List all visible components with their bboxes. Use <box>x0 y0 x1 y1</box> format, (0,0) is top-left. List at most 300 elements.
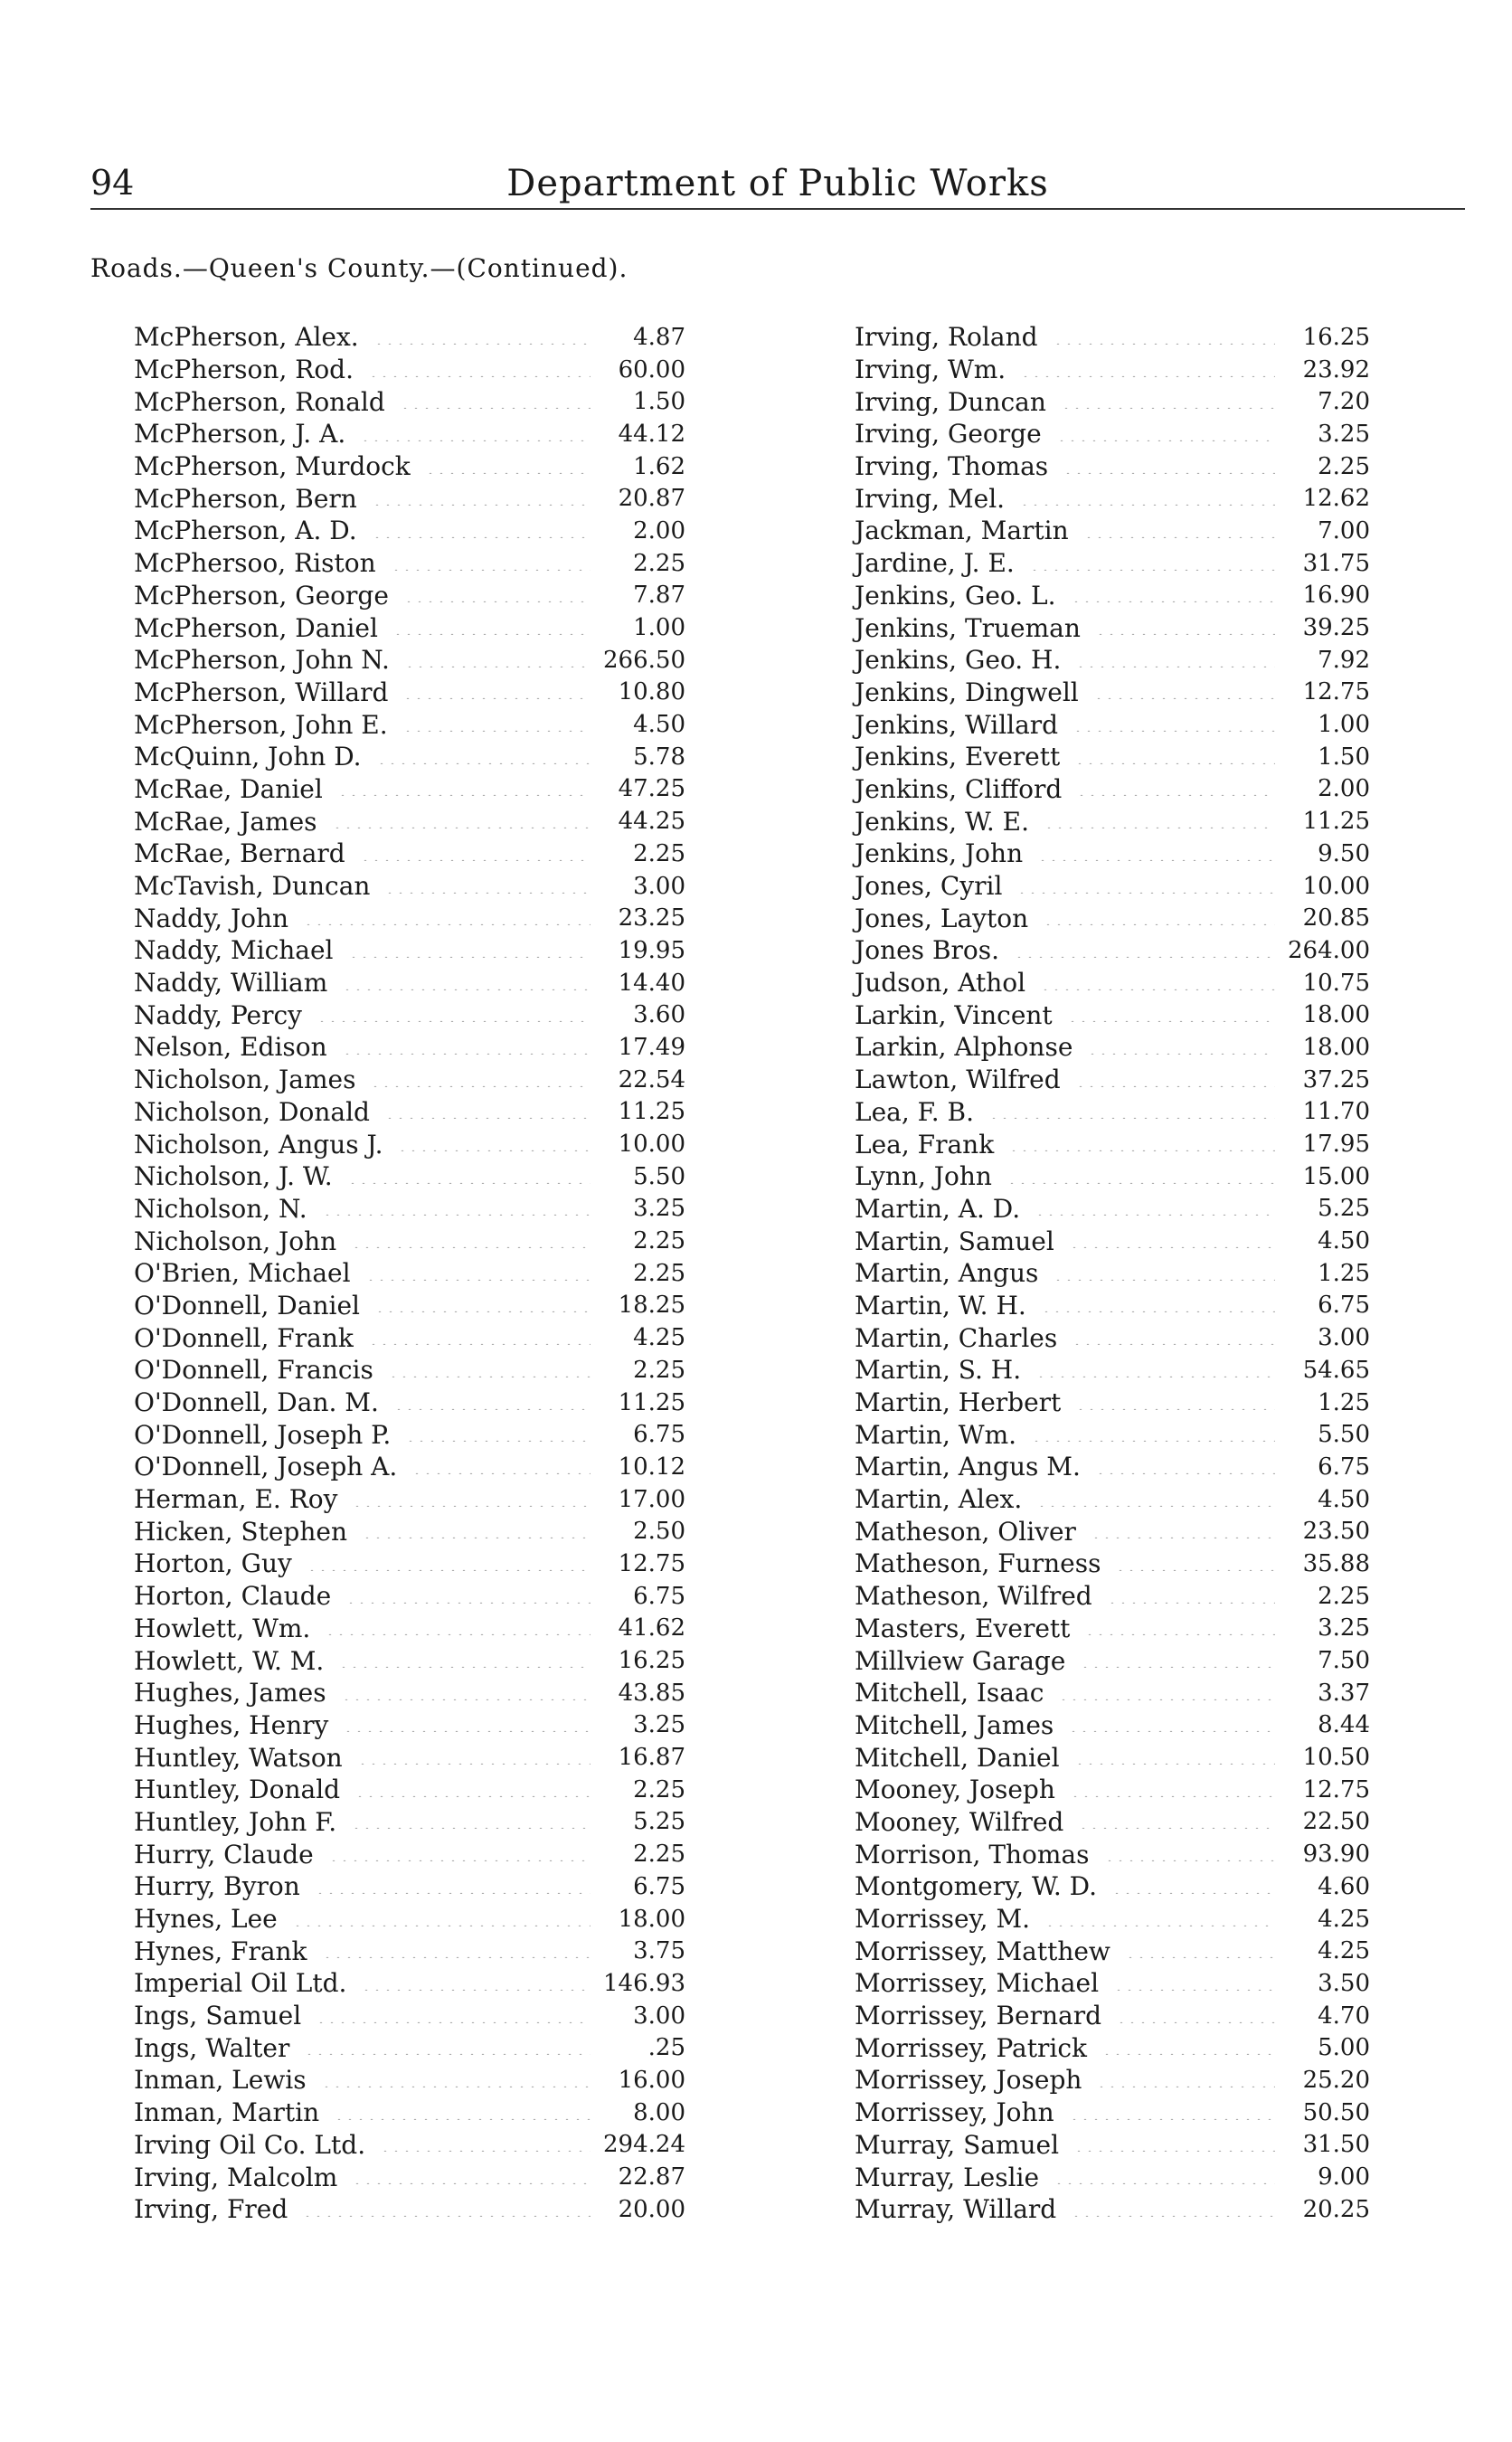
payee-name: Jones, Layton <box>855 903 1029 933</box>
payee-name: Hicken, Stephen <box>134 1516 347 1547</box>
payee-name: O'Donnell, Dan. M. <box>134 1387 379 1418</box>
list-item <box>134 1096 685 1129</box>
payee-name: Jenkins, Geo. H. <box>855 645 1062 676</box>
payee-name: Mitchell, Isaac <box>855 1678 1044 1708</box>
payee-name: Howlett, W. M. <box>134 1645 325 1676</box>
payee-name: McPherson, Daniel <box>134 612 378 643</box>
payee-name: Martin, Charles <box>855 1322 1058 1353</box>
list-item <box>134 450 685 483</box>
payee-name: Lea, Frank <box>855 1129 995 1159</box>
payment-amount: 8.00 <box>633 2098 685 2126</box>
list-item <box>855 1096 1370 1129</box>
payment-amount: 12.75 <box>618 1549 685 1577</box>
payee-name: Nicholson, Donald <box>134 1096 370 1127</box>
payee-name: Irving, Duncan <box>855 386 1046 417</box>
list-item <box>855 1935 1370 1967</box>
payee-name: Morrison, Thomas <box>855 1839 1090 1869</box>
list-item <box>855 515 1370 547</box>
dot-leader <box>292 1925 591 1926</box>
payee-name: Irving, Malcolm <box>134 2162 338 2192</box>
payment-amount: 25.20 <box>1302 2066 1370 2094</box>
list-item <box>855 999 1370 1031</box>
payment-amount: 2.25 <box>633 1841 685 1869</box>
list-item <box>855 1031 1370 1064</box>
list-item <box>855 354 1370 386</box>
dot-leader <box>384 892 591 894</box>
list-item <box>134 1580 685 1613</box>
list-item <box>134 385 685 418</box>
payment-amount: 3.50 <box>1318 1969 1370 1997</box>
dot-leader <box>1107 1602 1275 1604</box>
list-item <box>855 708 1370 741</box>
list-item <box>855 1064 1370 1096</box>
payment-amount: 17.49 <box>618 1033 685 1061</box>
list-item <box>134 741 685 773</box>
payee-name: Naddy, Percy <box>134 999 302 1030</box>
payment-amount: 2.25 <box>633 1775 685 1803</box>
list-item <box>134 870 685 903</box>
list-item <box>855 1967 1370 2000</box>
payee-name: Irving, Wm. <box>855 355 1006 385</box>
list-item <box>134 1418 685 1451</box>
payee-name: O'Donnell, Daniel <box>134 1290 360 1320</box>
payee-name: Jones Bros. <box>855 935 1000 966</box>
payee-name: Murray, Samuel <box>855 2129 1060 2160</box>
payment-amount: 15.00 <box>1302 1162 1370 1190</box>
payee-name: Millview Garage <box>855 1645 1066 1676</box>
dot-leader <box>1016 892 1275 894</box>
list-item <box>855 1225 1370 1257</box>
list-item <box>855 644 1370 677</box>
payment-amount: 20.85 <box>1302 904 1370 932</box>
payment-amount: 4.50 <box>1318 1485 1370 1513</box>
payee-name: Hughes, Henry <box>134 1709 329 1740</box>
list-item <box>855 2161 1370 2193</box>
payee-name: Jenkins, Dingwell <box>855 677 1079 707</box>
dot-leader <box>1058 1699 1275 1700</box>
dot-leader <box>1053 1279 1275 1281</box>
payee-name: O'Donnell, Frank <box>134 1322 354 1353</box>
payee-name: Inman, Martin <box>134 2097 320 2128</box>
payee-name: Jenkins, Clifford <box>855 773 1063 804</box>
payee-name: Morrissey, Matthew <box>855 1936 1110 1966</box>
dot-leader <box>351 1246 591 1248</box>
payee-name: Martin, Wm. <box>855 1419 1017 1450</box>
list-item <box>134 418 685 450</box>
payee-name: Murray, Willard <box>855 2194 1057 2225</box>
list-item <box>855 967 1370 999</box>
list-item <box>855 1257 1370 1290</box>
payee-name: Ings, Walter <box>134 2032 290 2063</box>
payee-name: Jenkins, W. E. <box>855 806 1029 837</box>
payment-amount: 3.25 <box>1318 1614 1370 1642</box>
list-item <box>134 805 685 838</box>
dot-leader <box>400 407 591 409</box>
dot-leader <box>360 859 591 861</box>
payee-name: Naddy, William <box>134 968 328 999</box>
payment-amount: 1.25 <box>1318 1388 1370 1416</box>
payment-amount: 23.92 <box>1302 355 1370 383</box>
payment-amount: 16.00 <box>618 2066 685 2094</box>
dot-leader <box>342 1053 591 1055</box>
dot-leader <box>1074 1763 1275 1765</box>
dot-leader <box>1008 1150 1275 1151</box>
payee-name: Martin, S. H. <box>855 1355 1022 1386</box>
dot-leader <box>372 504 591 506</box>
list-item <box>134 2161 685 2193</box>
list-item <box>134 1128 685 1160</box>
payee-name: McPherson, Rod. <box>134 355 354 385</box>
payment-amount: 4.25 <box>633 1324 685 1352</box>
payment-amount: 5.78 <box>633 743 685 771</box>
list-item <box>134 1257 685 1290</box>
dot-leader <box>1041 1311 1275 1312</box>
dot-leader <box>988 1117 1275 1119</box>
list-item <box>855 1354 1370 1387</box>
list-item <box>134 1160 685 1193</box>
list-item <box>855 902 1370 934</box>
list-item <box>134 999 685 1031</box>
payee-name: Irving, Mel. <box>855 483 1006 514</box>
list-item <box>134 934 685 967</box>
payment-amount: 6.75 <box>1318 1292 1370 1320</box>
list-item <box>855 1838 1370 1870</box>
payment-amount: 20.00 <box>618 2195 685 2223</box>
dot-leader <box>392 633 591 635</box>
payee-name: Mitchell, Daniel <box>855 1742 1060 1773</box>
dot-leader <box>1125 1956 1275 1958</box>
payee-name: Irving, Roland <box>855 322 1038 353</box>
payee-name: Larkin, Vincent <box>855 999 1053 1030</box>
payee-name: McPherson, Alex. <box>134 322 359 353</box>
dot-leader <box>402 730 591 732</box>
left-column <box>134 321 685 2226</box>
payment-amount: 18.00 <box>1302 1033 1370 1061</box>
payee-name: McPherson, J. A. <box>134 419 346 450</box>
list-item <box>855 2000 1370 2032</box>
payee-name: O'Donnell, Francis <box>134 1355 373 1386</box>
payment-amount: 12.62 <box>1302 485 1370 513</box>
payment-amount: .25 <box>647 2034 685 2062</box>
payment-amount: 11.70 <box>1302 1098 1370 1126</box>
page-number: 94 <box>90 163 135 203</box>
payment-amount: 11.25 <box>618 1098 685 1126</box>
right-column <box>855 321 1370 2226</box>
payment-amount: 16.25 <box>618 1647 685 1675</box>
payee-name: Nicholson, N. <box>134 1193 307 1224</box>
payee-name: Martin, Angus M. <box>855 1452 1081 1482</box>
dot-leader <box>343 1730 591 1732</box>
payee-name: Mooney, Joseph <box>855 1775 1055 1805</box>
payment-amount: 5.00 <box>1318 2034 1370 2062</box>
payee-name: Murray, Leslie <box>855 2162 1040 2192</box>
payment-amount: 3.60 <box>633 1001 685 1029</box>
payee-name: Matheson, Wilfred <box>855 1581 1092 1612</box>
dot-leader <box>362 1537 591 1538</box>
payment-amount: 2.00 <box>1318 775 1370 803</box>
list-item <box>134 1387 685 1419</box>
payment-amount: 5.50 <box>1318 1421 1370 1449</box>
payment-amount: 1.50 <box>1318 743 1370 771</box>
payee-name: Martin, Herbert <box>855 1387 1062 1418</box>
payee-name: Nicholson, John <box>134 1226 337 1256</box>
dot-leader <box>1075 1085 1275 1087</box>
payment-amount: 6.75 <box>633 1872 685 1900</box>
payee-name: McPherson, George <box>134 580 389 610</box>
payee-name: Jones, Cyril <box>855 871 1003 902</box>
payee-name: Ings, Samuel <box>134 2001 302 2031</box>
payment-amount: 17.00 <box>618 1485 685 1513</box>
dot-leader <box>1068 1730 1275 1732</box>
payee-name: Jackman, Martin <box>855 516 1069 546</box>
dot-leader <box>1115 1569 1275 1571</box>
dot-leader <box>304 2053 591 2055</box>
list-item <box>134 1451 685 1483</box>
payee-name: Nicholson, Angus J. <box>134 1129 383 1159</box>
dot-leader <box>1006 1182 1275 1184</box>
dot-leader <box>388 1376 591 1377</box>
dot-leader <box>1020 375 1275 377</box>
dot-leader <box>1044 827 1275 828</box>
payment-amount: 6.75 <box>633 1582 685 1610</box>
list-item <box>134 1838 685 1870</box>
dot-leader <box>1044 1925 1275 1926</box>
list-item <box>855 385 1370 418</box>
payment-amount: 7.00 <box>1318 516 1370 544</box>
list-item <box>855 1774 1370 1806</box>
dot-leader <box>402 697 591 699</box>
payment-amount: 11.25 <box>618 1388 685 1416</box>
payment-amount: 2.50 <box>633 1518 685 1546</box>
payee-name: Martin, Samuel <box>855 1226 1054 1256</box>
payee-name: Jenkins, Geo. L. <box>855 580 1056 610</box>
dot-leader <box>1095 633 1275 635</box>
payee-name: McPherson, John E. <box>134 709 388 740</box>
dot-leader <box>1075 666 1275 667</box>
header-rule <box>90 208 1465 210</box>
payment-amount: 1.00 <box>633 614 685 642</box>
payee-name: Nicholson, James <box>134 1065 356 1095</box>
payee-name: Mitchell, James <box>855 1709 1054 1740</box>
payment-amount: 2.25 <box>633 1356 685 1384</box>
dot-leader <box>380 2150 591 2152</box>
list-item <box>855 2129 1370 2162</box>
dot-leader <box>370 1085 591 1087</box>
payment-amount: 37.25 <box>1302 1065 1370 1093</box>
payment-amount: 7.92 <box>1318 646 1370 674</box>
payee-name: McPherson, Ronald <box>134 386 385 417</box>
payment-amount: 18.00 <box>618 1905 685 1933</box>
payee-name: Martin, Alex. <box>855 1484 1023 1515</box>
payment-amount: 5.25 <box>1318 1195 1370 1223</box>
list-item <box>134 1774 685 1806</box>
payee-name: O'Donnell, Joseph A. <box>134 1452 398 1482</box>
payee-name: Huntley, Donald <box>134 1775 341 1805</box>
list-item <box>855 482 1370 515</box>
list-item <box>855 321 1370 354</box>
payee-name: Herman, E. Roy <box>134 1484 338 1515</box>
dot-leader <box>1067 1020 1275 1022</box>
list-item <box>855 773 1370 806</box>
dot-leader <box>303 923 591 925</box>
payee-name: Hurry, Claude <box>134 1839 314 1869</box>
dot-leader <box>1040 989 1275 990</box>
payment-amount: 3.25 <box>1318 420 1370 448</box>
payee-name: Judson, Athol <box>855 968 1026 999</box>
list-item <box>134 773 685 806</box>
list-item <box>855 1321 1370 1354</box>
dot-leader <box>1091 1537 1275 1538</box>
list-item <box>855 2031 1370 2064</box>
payee-name: Jenkins, Trueman <box>855 612 1081 643</box>
list-item <box>134 2064 685 2097</box>
list-item <box>134 2129 685 2162</box>
payment-amount: 41.62 <box>618 1614 685 1642</box>
payee-name: Martin, A. D. <box>855 1193 1021 1224</box>
dot-leader <box>1063 472 1275 474</box>
list-item <box>134 515 685 547</box>
dot-leader <box>374 1311 591 1312</box>
payment-amount: 2.00 <box>633 516 685 544</box>
dot-leader <box>1019 504 1275 506</box>
list-item <box>134 2193 685 2226</box>
list-item <box>134 1677 685 1709</box>
list-item <box>855 1483 1370 1516</box>
list-item <box>855 1418 1370 1451</box>
dot-leader <box>338 1666 591 1668</box>
payment-amount: 10.00 <box>1302 872 1370 900</box>
payment-amount: 14.40 <box>618 969 685 997</box>
payment-amount: 16.87 <box>618 1744 685 1772</box>
dot-leader <box>1035 1214 1275 1216</box>
payment-amount: 4.50 <box>633 711 685 739</box>
list-item <box>855 2193 1370 2226</box>
dot-leader <box>315 1892 591 1894</box>
dot-leader <box>1073 730 1275 732</box>
payee-name: Hurry, Byron <box>134 1871 300 1902</box>
dot-leader <box>325 1633 591 1635</box>
payee-name: McRae, Daniel <box>134 773 323 804</box>
payee-name: McRae, James <box>134 806 317 837</box>
dot-leader <box>347 1182 591 1184</box>
payee-name: Lea, F. B. <box>855 1096 975 1127</box>
list-item <box>855 611 1370 644</box>
payee-name: Morrissey, Bernard <box>855 2001 1102 2031</box>
payment-amount: 22.50 <box>1302 1808 1370 1836</box>
list-item <box>134 1903 685 1936</box>
dot-leader <box>351 1827 591 1829</box>
payee-name: McQuinn, John D. <box>134 742 362 772</box>
payment-amount: 39.25 <box>1302 614 1370 642</box>
list-item <box>134 1225 685 1257</box>
payment-amount: 3.00 <box>1318 1324 1370 1352</box>
list-item <box>134 2000 685 2032</box>
payment-amount: 35.88 <box>1302 1549 1370 1577</box>
dot-leader <box>1096 2086 1275 2087</box>
dot-leader <box>1116 2021 1275 2023</box>
payment-amount: 3.00 <box>633 872 685 900</box>
payment-amount: 19.95 <box>618 936 685 964</box>
payee-name: McPherson, Willard <box>134 677 389 707</box>
payment-amount: 12.75 <box>1302 1775 1370 1803</box>
payment-amount: 4.70 <box>1318 2002 1370 2030</box>
dot-leader <box>368 1343 591 1345</box>
payment-amount: 50.50 <box>1302 2098 1370 2126</box>
list-item <box>134 1354 685 1387</box>
dot-leader <box>373 343 591 345</box>
dot-leader <box>1031 1440 1275 1442</box>
payee-name: Irving, Fred <box>134 2194 288 2225</box>
payment-amount: 6.75 <box>633 1421 685 1449</box>
list-item <box>855 1709 1370 1742</box>
dot-leader <box>307 1569 591 1571</box>
payee-name: Morrissey, John <box>855 2097 1054 2128</box>
dot-leader <box>376 762 591 764</box>
payment-amount: 5.50 <box>633 1162 685 1190</box>
payee-name: O'Donnell, Joseph P. <box>134 1419 392 1450</box>
list-item <box>855 677 1370 709</box>
dot-leader <box>1061 407 1275 409</box>
payee-name: Jenkins, Willard <box>855 709 1059 740</box>
payment-amount: 1.62 <box>633 452 685 480</box>
payment-amount: 43.85 <box>618 1679 685 1707</box>
payment-amount: 18.00 <box>1302 1001 1370 1029</box>
list-item <box>134 838 685 870</box>
payment-amount: 3.75 <box>633 1937 685 1965</box>
dot-leader <box>352 1505 591 1507</box>
list-item <box>855 2064 1370 2097</box>
running-title: Department of Public Works <box>506 163 1049 204</box>
payment-amount: 4.87 <box>633 323 685 351</box>
dot-leader <box>1054 2182 1275 2184</box>
payment-amount: 60.00 <box>618 355 685 383</box>
payment-amount: 22.54 <box>618 1065 685 1093</box>
list-item <box>134 1741 685 1774</box>
dot-leader <box>1056 440 1275 441</box>
list-item <box>134 321 685 354</box>
payee-name: Irving, George <box>855 419 1042 450</box>
dot-leader <box>405 1440 591 1442</box>
list-item <box>855 450 1370 483</box>
payee-name: Masters, Everett <box>855 1613 1071 1643</box>
payee-name: Horton, Claude <box>134 1581 332 1612</box>
payment-amount: 4.50 <box>1318 1227 1370 1255</box>
payment-amount: 266.50 <box>603 646 685 674</box>
list-item <box>855 1741 1370 1774</box>
list-item <box>855 1451 1370 1483</box>
payee-name: Jardine, J. E. <box>855 548 1015 579</box>
list-item <box>134 1709 685 1742</box>
list-item <box>855 1613 1370 1645</box>
dot-leader <box>1076 794 1275 796</box>
list-item <box>134 1193 685 1226</box>
payee-name: Inman, Lewis <box>134 2065 307 2096</box>
payee-name: Matheson, Oliver <box>855 1516 1076 1547</box>
list-item <box>855 1193 1370 1226</box>
dot-leader <box>354 1795 591 1797</box>
dot-leader <box>1101 2053 1275 2055</box>
dot-leader <box>348 956 591 958</box>
payment-amount: 1.25 <box>1318 1259 1370 1287</box>
dot-leader <box>334 2118 591 2120</box>
list-item <box>855 870 1370 903</box>
payee-name: Mooney, Wilfred <box>855 1806 1064 1837</box>
payment-amount: 93.90 <box>1302 1841 1370 1869</box>
payment-amount: 31.75 <box>1302 549 1370 577</box>
dot-leader <box>391 569 591 571</box>
payee-name: Morrissey, Joseph <box>855 2065 1082 2096</box>
payment-amount: 10.00 <box>618 1131 685 1159</box>
